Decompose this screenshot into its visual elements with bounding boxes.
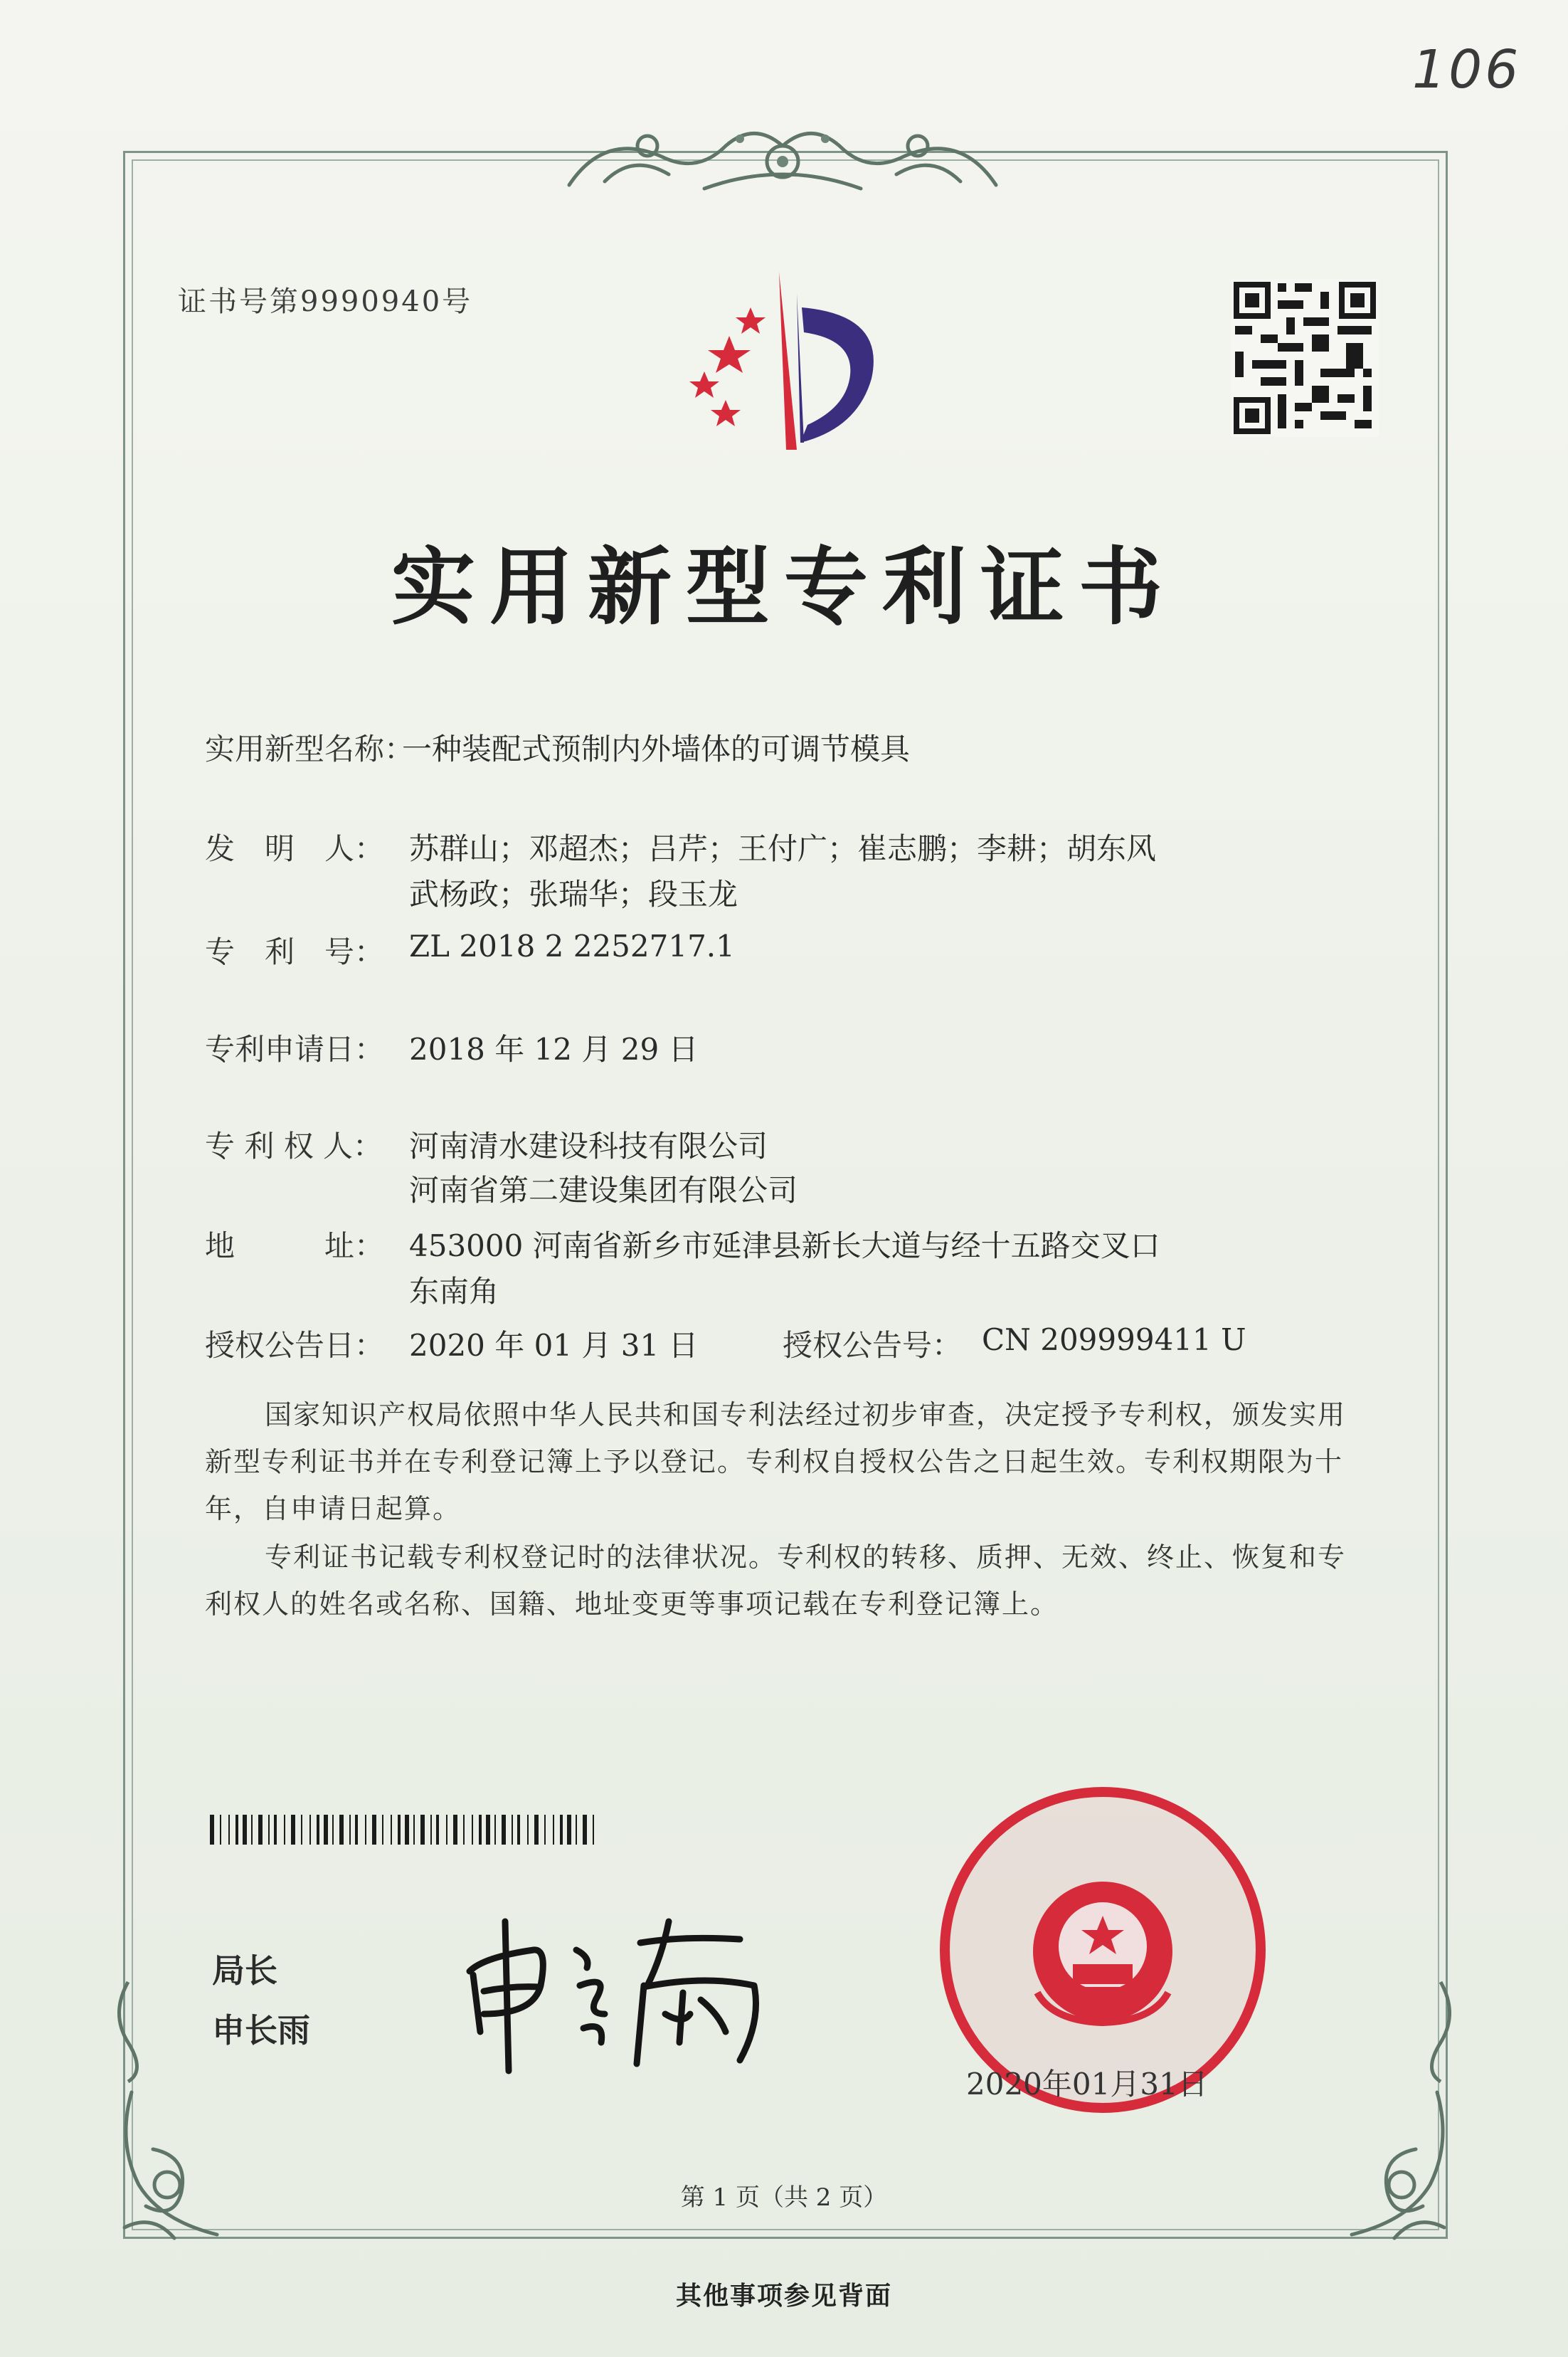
left-side-ornament-icon	[107, 1978, 149, 2085]
handwritten-page-note: 106	[1412, 39, 1522, 100]
patent-number-label: 专 利 号：	[205, 934, 385, 969]
announcement-date-value: 2020 年 01 月 31 日	[409, 1328, 699, 1363]
qr-code-icon	[1231, 279, 1379, 437]
inventors-label: 发 明 人：	[205, 831, 385, 866]
right-side-ornament-icon	[1419, 1978, 1462, 2085]
grant-statement-paragraph: 国家知识产权局依照中华人民共和国专利法经过初步审查，决定授予专利权，颁发实用新型专利证书并在专利登记簿上予以登记。专利权自授权公告之日起生效。专利权期限为十年，自申请日起算。	[205, 1399, 1347, 1524]
announcement-date-label: 授权公告日：	[205, 1328, 385, 1363]
certificate-number: 证书号第9990940号	[178, 285, 473, 318]
director-signature	[455, 1907, 783, 2085]
application-date-value: 2018 年 12 月 29 日	[409, 1032, 699, 1067]
director-name: 申长雨	[212, 2011, 310, 2050]
patentee-line-2: 河南省第二建设集团有限公司	[409, 1173, 798, 1208]
see-back-note: 其他事项参见背面	[675, 2281, 892, 2311]
seal-date: 2020年01月31日	[966, 2067, 1208, 2102]
address-line-1: 453000 河南省新乡市延津县新长大道与经十五路交叉口	[409, 1228, 1160, 1263]
legal-status-paragraph: 专利证书记载专利权登记时的法律状况。专利权的转移、质押、无效、终止、恢复和专利权人的姓名或名称、国籍、地址变更等事项记载在专利登记簿上。	[205, 1541, 1347, 1620]
patentee-line-1: 河南清水建设科技有限公司	[409, 1129, 768, 1164]
patent-number-value: ZL 2018 2 2252717.1	[409, 929, 735, 964]
address-line-2: 东南角	[409, 1274, 499, 1309]
inventors-line-1: 苏群山；邓超杰；吕芹；王付广；崔志鹏；李耕；胡东风	[409, 831, 1157, 866]
cnipa-emblem-icon	[672, 265, 907, 457]
barcode-icon	[210, 1815, 598, 1845]
director-title: 局长	[212, 1951, 277, 1990]
utility-model-name-label: 实用新型名称：	[205, 732, 415, 766]
bottom-left-ornament-icon	[110, 2085, 231, 2249]
address-label: 地 址：	[205, 1228, 385, 1263]
top-ornament-icon	[562, 117, 1003, 196]
application-date-label: 专利申请日：	[205, 1032, 385, 1067]
inventors-line-2: 武杨政；张瑞华；段玉龙	[409, 877, 738, 912]
bottom-right-ornament-icon	[1337, 2085, 1458, 2249]
certificate-title: 实用新型专利证书	[391, 537, 1177, 636]
patentee-label: 专 利 权 人：	[205, 1129, 383, 1164]
announcement-number-label: 授权公告号：	[783, 1328, 963, 1363]
page-number: 第 1 页（共 2 页）	[680, 2183, 888, 2212]
announcement-number-value: CN 209999411 U	[982, 1322, 1246, 1357]
utility-model-name-value: 一种装配式预制内外墙体的可调节模具	[402, 732, 911, 766]
